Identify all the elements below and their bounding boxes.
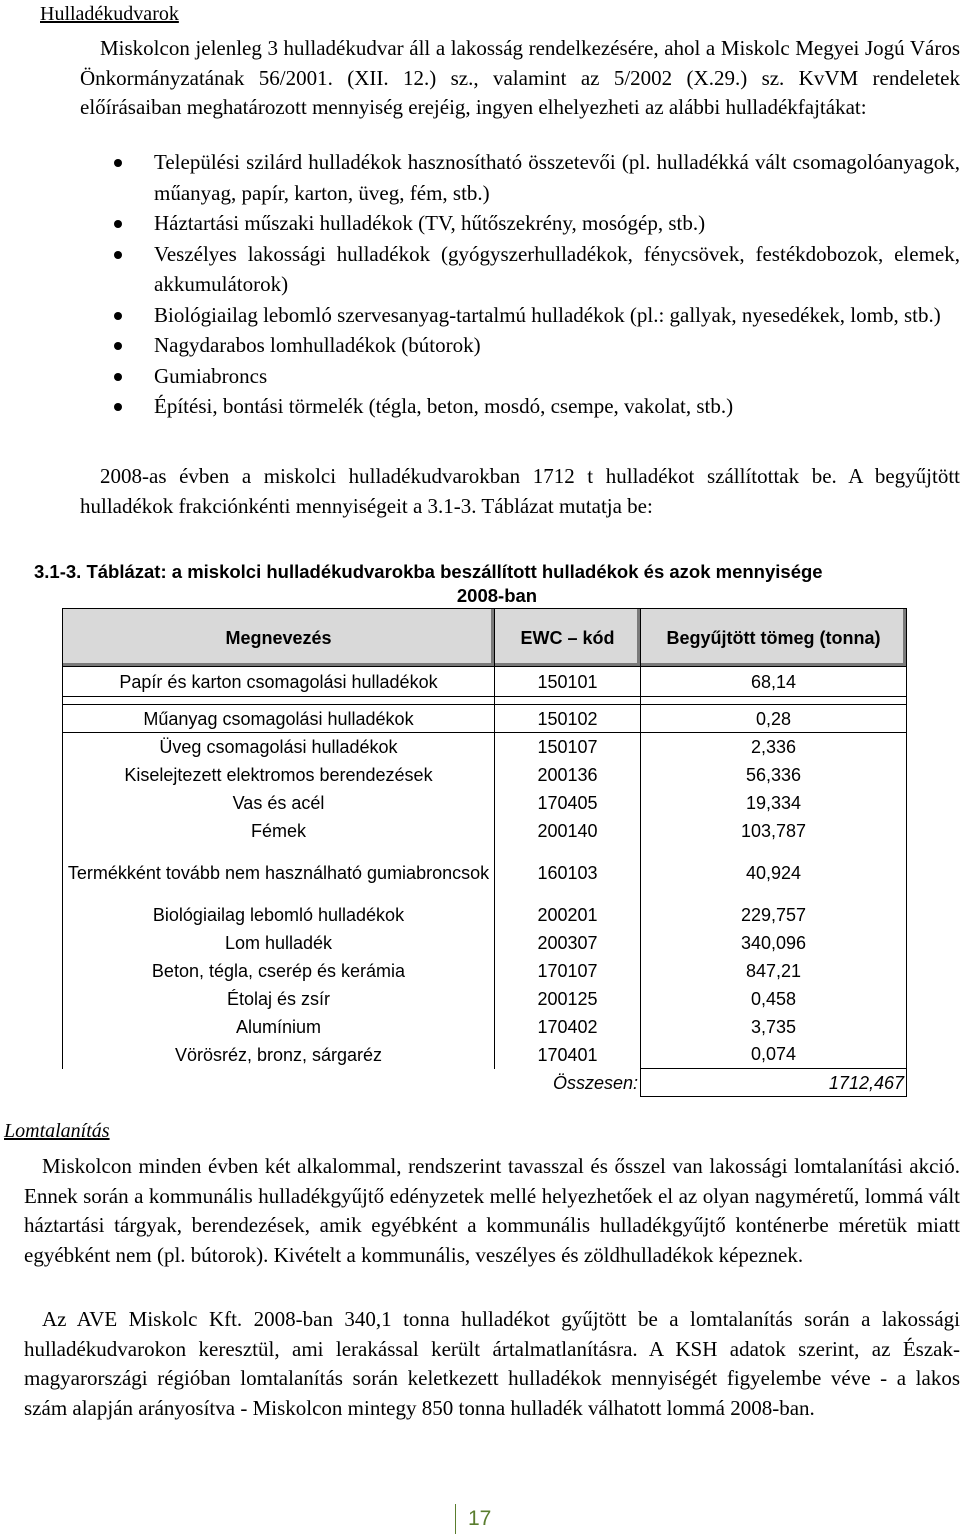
list-item: Építési, bontási törmelék (tégla, beton, mosdó, csempe, vakolat, stb.) — [100, 391, 960, 422]
cell-mass: 0,074 — [641, 1041, 907, 1069]
cell-mass: 103,787 — [641, 817, 907, 845]
cell-mass: 3,735 — [641, 1013, 907, 1041]
cell-name: Étolaj és zsír — [63, 985, 495, 1013]
section-heading-lomtalanitas: Lomtalanítás — [4, 1120, 110, 1142]
cell-mass: 0,458 — [641, 985, 907, 1013]
cell-name: Termékként tovább nem használható gumiabroncsok — [63, 845, 495, 901]
table-row — [63, 761, 907, 789]
bullet-icon — [114, 342, 122, 350]
table-row — [63, 845, 907, 901]
cell-name: Biológiailag lebomló hulladékok — [63, 901, 495, 929]
cell-ewc: 170405 — [495, 789, 641, 817]
list-item: Nagydarabos lomhulladékok (bútorok) — [100, 330, 960, 361]
cell-name: Vas és acél — [63, 789, 495, 817]
page-number: 17 — [455, 1504, 491, 1534]
table-caption-line1: 3.1-3. Táblázat: a miskolci hulladékudvarokba beszállított hulladékok és azok mennyisége — [34, 561, 823, 582]
total-value: 1712,467 — [641, 1069, 907, 1097]
cell-name: Vörösréz, bronz, sárgaréz — [63, 1041, 495, 1069]
cell-mass: 340,096 — [641, 929, 907, 957]
cell-name: Beton, tégla, cserép és kerámia — [63, 957, 495, 985]
table-row — [63, 789, 907, 817]
cell-mass: 229,757 — [641, 901, 907, 929]
list-item: Gumiabroncs — [100, 361, 960, 392]
intro-paragraph: Miskolcon jelenleg 3 hulladékudvar áll a lakosság rendelkezésére, ahol a Miskolc Megyei Jogú Város Önkormányzatának 56/2001. (XII. 12.) sz., valamint az 5/2002 (X.29.) sz. KvVM rendeletek előírásaiban meghatározott mennyiség erejéig, ingyen elhelyezheti az alábbi hulladékfajtákat: — [80, 36, 960, 119]
section-heading-hulladekudvarok: Hulladékudvarok — [40, 3, 179, 25]
table-row — [63, 817, 907, 845]
bullet-icon — [114, 220, 122, 228]
cell-mass: 847,21 — [641, 957, 907, 985]
lomtalanitas-paragraph-2: Az AVE Miskolc Kft. 2008-ban 340,1 tonna hulladékot gyűjtött be a lomtalanítás során a lakossági hulladékudvarokon keresztül, ami lerakással került ártalmatlanításra. A KSH adatok szerint, az Észak-magyarországi régióban lomtalanítás során keletkezett hulladékok mennyiségét figyelembe véve - a lakos szám alapján arányosítva - Miskolcon mintegy 850 tonna hulladék válhatott lommá 2008-ban. — [24, 1307, 960, 1420]
cell-ewc: 150102 — [495, 705, 641, 733]
cell-ewc: 200140 — [495, 817, 641, 845]
table-caption-line2: 2008-ban — [456, 585, 538, 606]
cell-ewc: 170401 — [495, 1041, 641, 1069]
cell-name: Papír és karton csomagolási hulladékok — [63, 667, 495, 697]
table-header-row — [63, 609, 907, 667]
table-caption — [34, 560, 960, 608]
table-row — [63, 1013, 907, 1041]
lomtalanitas-paragraph-1: Miskolcon minden évben két alkalommal, rendszerint tavasszal és ősszel van lakossági lomtalanítási akció. Ennek során a kommunális hulladékgyűjtő edényzetek mellé helyezhetőek el az olyan nagyméretű, lommá vált háztartási tárgyak, berendezések, amik egyébként a kommunális hulladékgyűjtő konténerbe méretük miatt egyébként nem (pl. bútorok). Kivételt a kommunális, veszélyes és zöldhulladékok képeznek. — [24, 1154, 960, 1267]
table-row — [63, 985, 907, 1013]
cell-ewc: 150107 — [495, 733, 641, 761]
bullet-icon — [114, 312, 122, 320]
cell-mass: 2,336 — [641, 733, 907, 761]
cell-ewc: 200125 — [495, 985, 641, 1013]
bullet-icon — [114, 159, 122, 167]
cell-name: Lom hulladék — [63, 929, 495, 957]
bullet-icon — [114, 251, 122, 259]
list-item: Települési szilárd hulladékok hasznosítható összetevői (pl. hulladékká vált csomagolóanyagok, műanyag, papír, karton, üveg, fém, stb.) — [100, 147, 960, 208]
list-item: Veszélyes lakossági hulladékok (gyógyszerhulladékok, fénycsövek, festékdobozok, elemek, akkumulátorok) — [100, 239, 960, 300]
table-row — [63, 929, 907, 957]
waste-type-list — [100, 147, 960, 422]
cell-mass: 68,14 — [641, 667, 907, 697]
table-row — [63, 957, 907, 985]
table-total-row — [63, 1069, 907, 1097]
list-item: Háztartási műszaki hulladékok (TV, hűtőszekrény, mosógép, stb.) — [100, 208, 960, 239]
header-name: Megnevezés — [63, 609, 495, 667]
total-label: Összesen: — [495, 1069, 641, 1097]
waste-table — [62, 608, 907, 1097]
cell-mass: 0,28 — [641, 705, 907, 733]
cell-ewc: 200307 — [495, 929, 641, 957]
cell-name: Üveg csomagolási hulladékok — [63, 733, 495, 761]
cell-name: Kiselejtezett elektromos berendezések — [63, 761, 495, 789]
table-row — [63, 667, 907, 697]
cell-ewc: 150101 — [495, 667, 641, 697]
cell-name: Alumínium — [63, 1013, 495, 1041]
cell-ewc: 160103 — [495, 845, 641, 901]
cell-ewc: 200136 — [495, 761, 641, 789]
table-row — [63, 901, 907, 929]
table-row — [63, 705, 907, 733]
cell-ewc: 170107 — [495, 957, 641, 985]
header-mass: Begyűjtött tömeg (tonna) — [641, 609, 907, 667]
summary-paragraph: 2008-as évben a miskolci hulladékudvarokban 1712 t hulladékot szállítottak be. A begyűjtött hulladékok frakciónkénti mennyiségeit a 3.1-3. Táblázat mutatja be: — [80, 464, 960, 518]
list-item: Biológiailag lebomló szervesanyag-tartalmú hulladékok (pl.: gallyak, nyesedékek, lomb, stb.) — [100, 300, 960, 331]
cell-name: Műanyag csomagolási hulladékok — [63, 705, 495, 733]
header-ewc: EWC – kód — [495, 609, 641, 667]
cell-name: Fémek — [63, 817, 495, 845]
bullet-icon — [114, 403, 122, 411]
cell-ewc: 170402 — [495, 1013, 641, 1041]
bullet-icon — [114, 373, 122, 381]
cell-ewc: 200201 — [495, 901, 641, 929]
cell-mass: 56,336 — [641, 761, 907, 789]
table-row — [63, 733, 907, 761]
table-row — [63, 1041, 907, 1069]
cell-mass: 19,334 — [641, 789, 907, 817]
cell-mass: 40,924 — [641, 845, 907, 901]
